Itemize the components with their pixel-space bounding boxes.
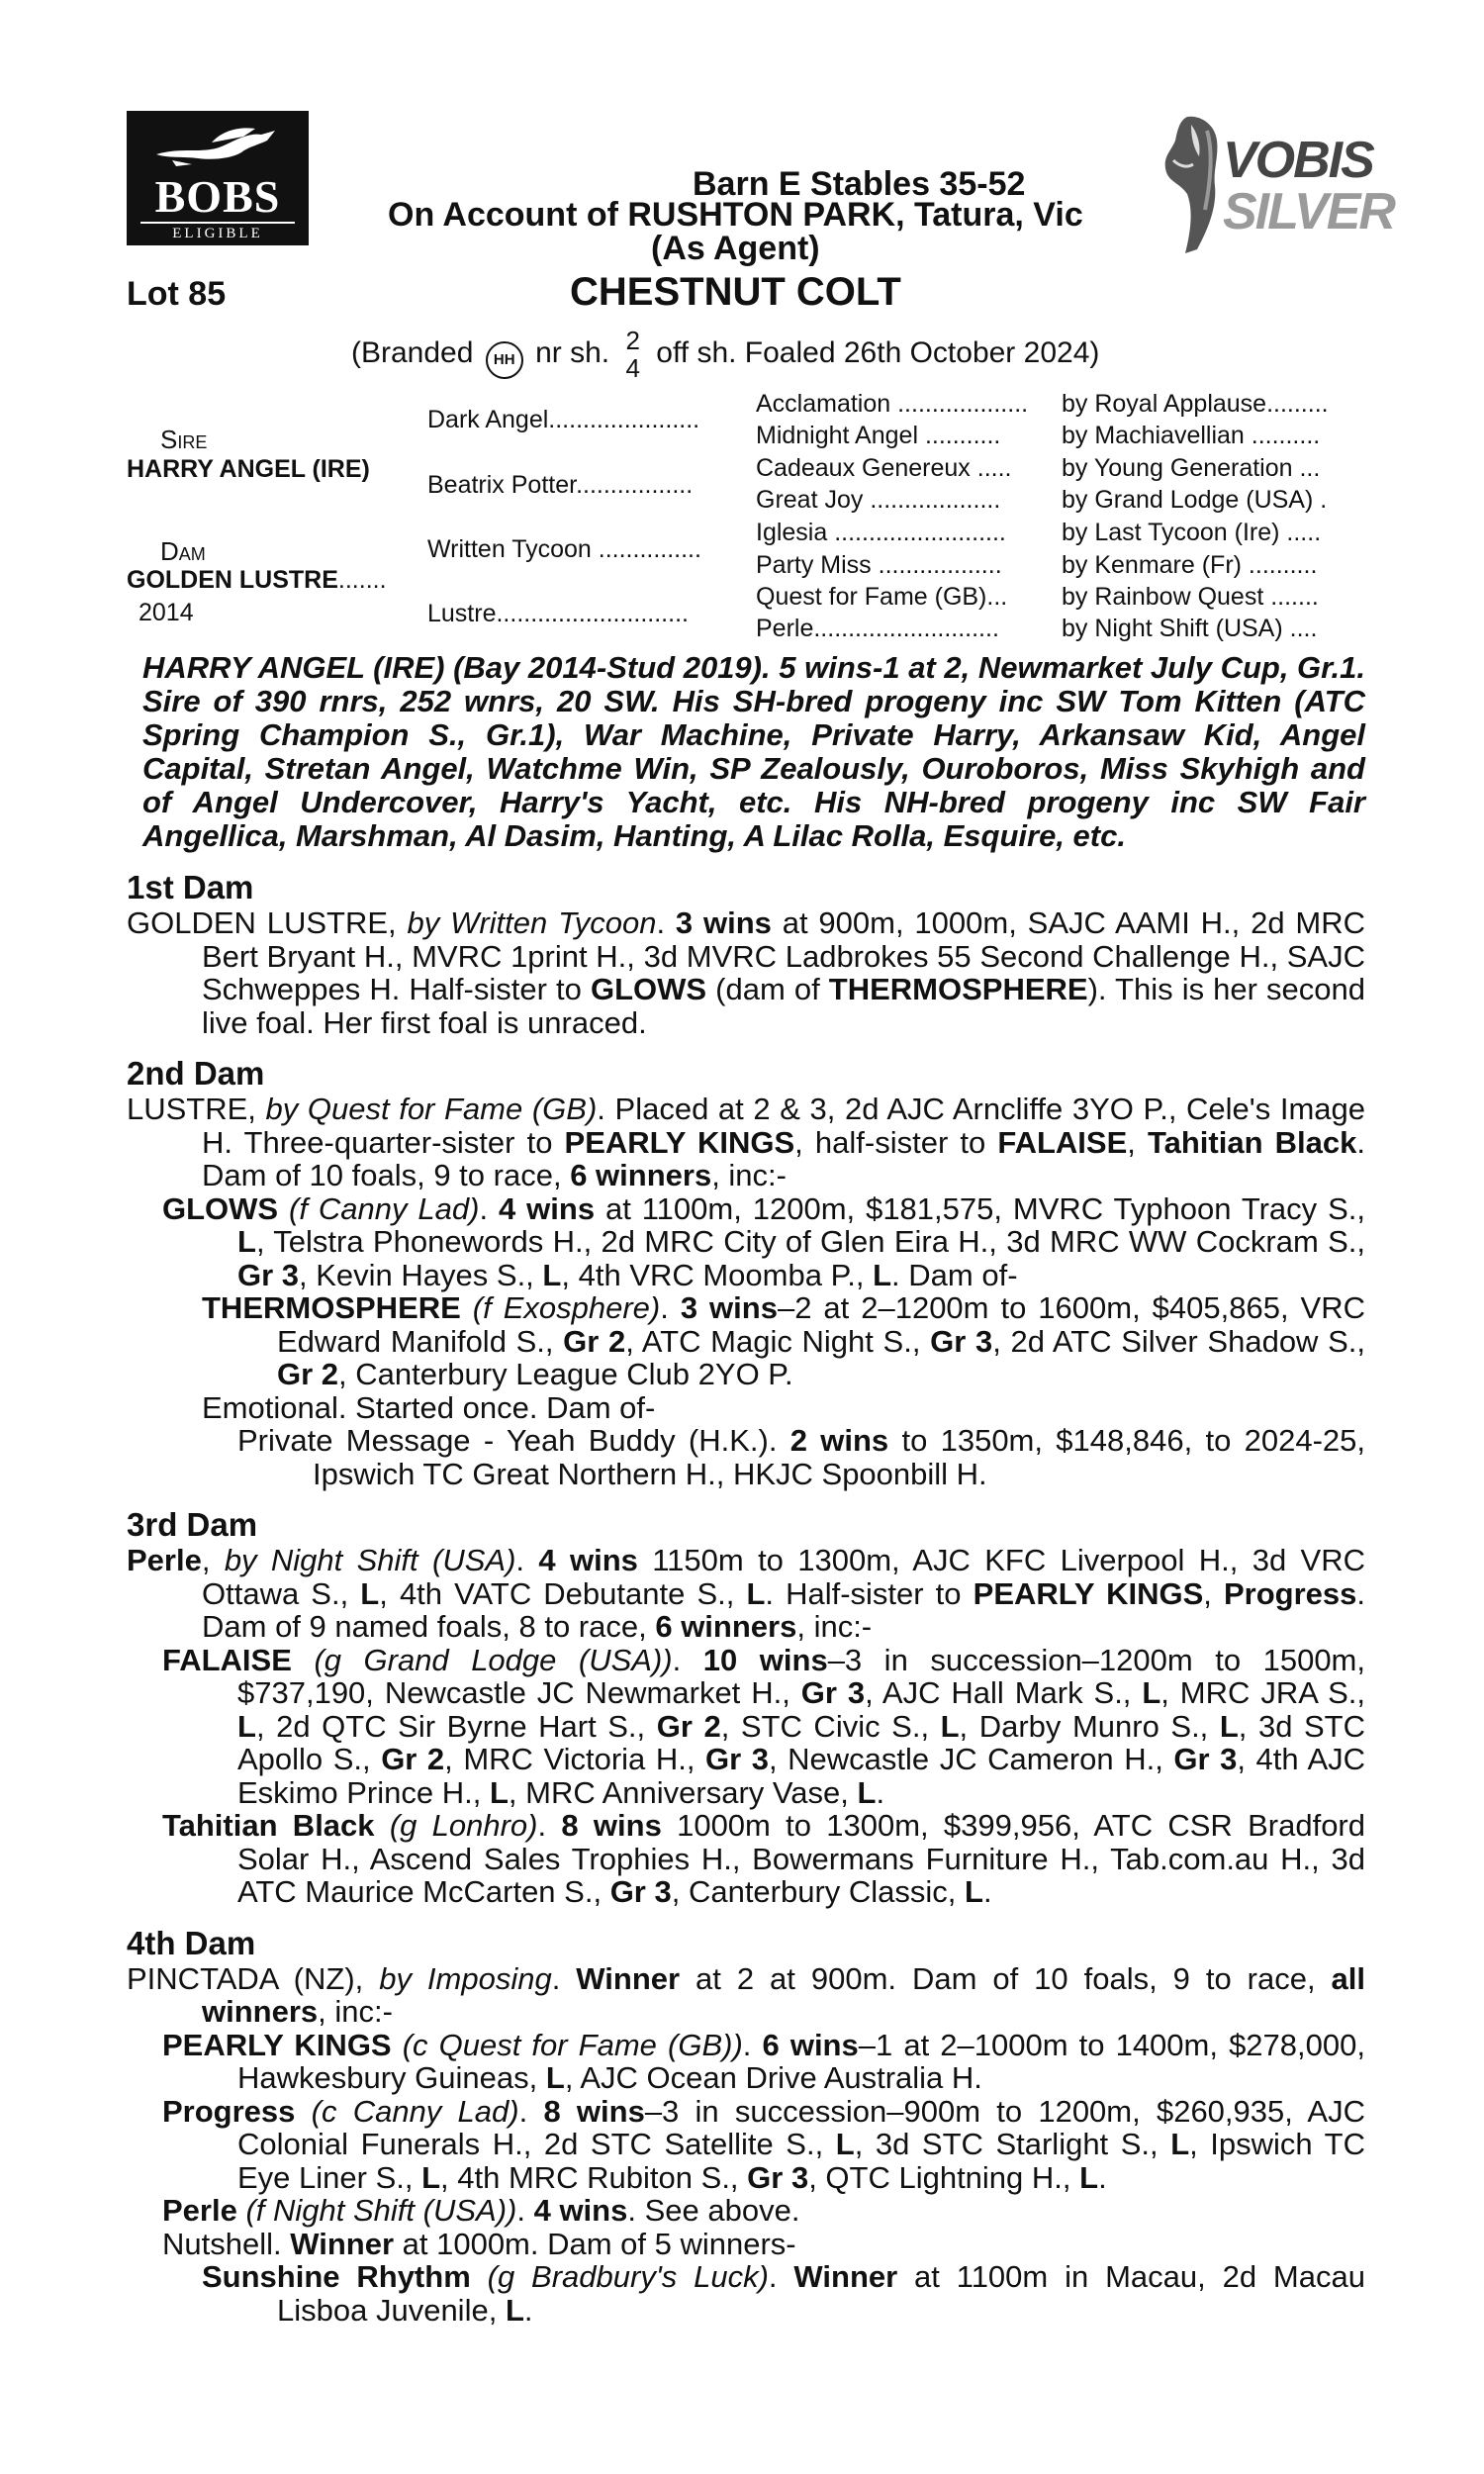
bird-icon xyxy=(152,125,283,168)
text-run: , 2d ATC Silver Shadow S., xyxy=(992,1323,1366,1359)
bold-text: Winner xyxy=(793,2259,898,2294)
pedigree-entry xyxy=(127,1962,1365,2029)
ancestor-name: Cadeaux Genereux ..... xyxy=(756,454,1012,482)
section-heading: 2nd Dam xyxy=(127,1055,265,1092)
text-run: , inc:- xyxy=(711,1158,787,1192)
text-run xyxy=(471,2259,488,2294)
italic-text: (f Night Shift (USA)) xyxy=(245,2193,517,2228)
brand-mark-icon: HH xyxy=(486,341,523,379)
bold-text: Gr 2 xyxy=(381,1742,445,1776)
pedigree-entry xyxy=(202,2260,1365,2327)
text-run: (dam of xyxy=(706,972,829,1006)
bold-text: PEARLY KINGS xyxy=(973,1575,1204,1611)
vobis-logo-line2: SILVER xyxy=(1223,183,1394,240)
text-run: , 4th AJC Eskimo Prince H., xyxy=(237,1742,1366,1810)
text-run: , Canterbury Classic, xyxy=(671,1874,966,1909)
bold-text: L xyxy=(237,1708,256,1744)
italic-text: (f Exosphere) xyxy=(472,1290,661,1325)
grandsire-maternal: Written Tycoon ............... xyxy=(427,535,701,563)
brand-line xyxy=(351,327,1099,382)
text-run: , half-sister to xyxy=(794,1124,998,1160)
italic-text: (g Bradbury's Luck) xyxy=(487,2259,769,2294)
bold-text: L xyxy=(746,1575,766,1611)
dam-section xyxy=(127,871,1365,1039)
bold-text: GLOWS xyxy=(162,1190,279,1226)
dam-line xyxy=(127,566,387,595)
text-run: . xyxy=(672,1642,703,1677)
text-run: . xyxy=(742,2027,763,2062)
text-run: –2 at 2–1200m to 1600m, $405,865, VRC Edward Manifold S., xyxy=(277,1290,1365,1359)
text-run: –1 at 2–1000m to 1400m, $278,000, Hawkesbury Guineas, xyxy=(237,2027,1365,2095)
bold-text: L xyxy=(873,1257,892,1292)
ancestor-name: Party Miss .................. xyxy=(756,551,1002,579)
barn-info: Barn E Stables 35-52 xyxy=(693,165,1026,203)
pedigree-entry xyxy=(127,1093,1365,1192)
text-run: . Dam of 9 named foals, 8 to race, xyxy=(202,1575,1365,1644)
text-run: ). This is her second live foal. Her first foal is unraced. xyxy=(202,972,1365,1040)
pedigree-entry xyxy=(162,2228,1365,2261)
dam-section xyxy=(127,1057,1365,1490)
text-run: , xyxy=(1127,1124,1148,1160)
bold-text: L xyxy=(505,2292,524,2328)
bold-text: 2 wins xyxy=(789,1423,889,1458)
text-run: . xyxy=(768,2259,794,2294)
bold-text: Gr 3 xyxy=(747,2159,809,2195)
italic-text: (f Canny Lad) xyxy=(289,1190,480,1226)
ancestor-sire: by Rainbow Quest ....... xyxy=(1062,583,1319,611)
bold-text: L xyxy=(489,1774,509,1810)
bold-text: Sunshine Rhythm xyxy=(202,2259,471,2294)
text-run: at 1100m in Macau, 2d Macau Lisboa Juvenile, xyxy=(277,2259,1365,2328)
bold-text: Gr 2 xyxy=(563,1323,626,1359)
bold-text: 3 wins xyxy=(675,905,772,940)
sire-name: HARRY ANGEL (IRE) xyxy=(127,455,370,483)
text-run: , Canterbury League Club 2YO P. xyxy=(338,1357,793,1391)
ancestor-name: Midnight Angel ........... xyxy=(756,422,1001,449)
dam-year: 2014 xyxy=(139,599,194,626)
text-run: . xyxy=(656,905,676,940)
section-heading: 1st Dam xyxy=(127,869,254,905)
bold-text: Perle xyxy=(162,2193,237,2228)
text-run: Private Message - Yeah Buddy (H.K.). xyxy=(237,1423,790,1458)
vendor-account: On Account of RUSHTON PARK, Tatura, Vic xyxy=(388,196,1083,234)
text-run: 1000m to 1300m, $399,956, ATC CSR Bradford Solar H., Ascend Sales Trophies H., Bowermans Furniture H., Tab.com.au H., 3d ATC Maurice McCarten S., xyxy=(237,1808,1365,1909)
text-run: , QTC Lightning H., xyxy=(808,2159,1080,2195)
text-run: 1150m to 1300m, AJC KFC Liverpool H., 3d VRC Ottawa S., xyxy=(202,1543,1365,1611)
ancestor-sire: by Kenmare (Fr) .......... xyxy=(1062,551,1318,579)
pedigree-entry xyxy=(127,1544,1365,1644)
bold-text: 4 wins xyxy=(533,2193,628,2228)
brand-prefix: (Branded xyxy=(351,335,474,369)
vobis-silver-logo xyxy=(1158,111,1394,259)
text-run: , Kevin Hayes S., xyxy=(299,1257,543,1292)
bold-text: 6 winners xyxy=(655,1609,797,1644)
text-run: at 2 at 900m. Dam of 10 foals, 9 to race, xyxy=(680,1960,1332,1996)
text-run xyxy=(392,2028,403,2062)
brand-number-bottom: 4 xyxy=(625,353,640,383)
text-run: , xyxy=(1203,1575,1224,1611)
bobs-eligible-logo xyxy=(127,111,309,245)
bold-text: L xyxy=(421,2159,441,2195)
bold-text: Gr 2 xyxy=(277,1357,339,1391)
text-run: . See above. xyxy=(627,2193,800,2228)
text-run: . xyxy=(551,1960,577,1996)
text-run: , Newcastle JC Cameron H., xyxy=(769,1742,1174,1776)
lot-title: CHESTNUT COLT xyxy=(570,270,901,314)
bold-text: FALAISE xyxy=(997,1124,1128,1160)
text-run: . xyxy=(479,1190,499,1226)
italic-text: (c Quest for Fame (GB)) xyxy=(402,2027,743,2062)
vobis-logo-line1: VOBIS xyxy=(1223,132,1373,189)
granddam-paternal: Beatrix Potter................. xyxy=(427,471,694,499)
text-run: to 1350m, $148,846, to 2024-25, Ipswich TC Great Northern H., HKJC Spoonbill H. xyxy=(313,1423,1365,1491)
text-run: , MRC JRA S., xyxy=(1160,1675,1365,1710)
ancestor-name: Great Joy ................... xyxy=(756,486,1001,514)
bobs-logo-name: BOBS xyxy=(154,171,281,222)
text-run: , 3d STC Apollo S., xyxy=(237,1708,1366,1776)
text-run: . Dam of- xyxy=(891,1257,1018,1292)
pedigree-entry xyxy=(162,1192,1365,1292)
granddam-maternal: Lustre............................ xyxy=(427,600,689,627)
text-run: , AJC Ocean Drive Australia H. xyxy=(564,2060,982,2095)
bold-text: L xyxy=(940,1708,960,1744)
pedigree-entry xyxy=(127,906,1365,1039)
bold-text: Tahitian Black xyxy=(162,1808,375,1843)
text-run: , 4th VATC Debutante S., xyxy=(379,1575,747,1611)
bold-text: Gr 3 xyxy=(237,1257,300,1292)
bold-text: GLOWS xyxy=(590,972,707,1006)
text-run: , 4th MRC Rubiton S., xyxy=(440,2159,748,2195)
bold-text: L xyxy=(1170,2127,1190,2161)
dam-section xyxy=(127,1508,1365,1909)
text-run: GOLDEN LUSTRE, xyxy=(127,905,408,940)
bold-text: L xyxy=(542,1257,562,1292)
pedigree-entry xyxy=(162,2194,1365,2228)
bold-text: Tahitian Black xyxy=(1148,1124,1357,1160)
bold-text: L xyxy=(965,1874,983,1909)
bold-text: all winners xyxy=(202,1960,1365,2029)
text-run: , Ipswich TC Eye Liner S., xyxy=(237,2127,1365,2195)
italic-text: by Night Shift (USA) xyxy=(224,1543,516,1577)
bold-text: Winner xyxy=(576,1960,681,1996)
text-run: Emotional. Started once. Dam of- xyxy=(202,1389,656,1425)
text-run: . xyxy=(518,2093,544,2129)
bold-text: Progress xyxy=(1223,1575,1357,1611)
text-run: –3 in succession–1200m to 1500m, $737,190, Newcastle JC Newmarket H., xyxy=(237,1642,1365,1710)
ancestor-name: Perle........................... xyxy=(756,615,999,642)
ancestor-name: Acclamation ................... xyxy=(756,390,1029,418)
text-run: , 3d STC Starlight S., xyxy=(854,2127,1171,2161)
text-run: . xyxy=(876,1774,885,1810)
pedigree-entry xyxy=(202,1391,1365,1425)
section-heading: 4th Dam xyxy=(127,1924,256,1961)
bold-text: L xyxy=(835,2127,855,2161)
bold-text: FALAISE xyxy=(162,1642,292,1677)
text-run xyxy=(292,1643,315,1677)
bold-text: PEARLY KINGS xyxy=(162,2027,392,2062)
text-run: LUSTRE, xyxy=(127,1092,266,1126)
pedigree-entry xyxy=(237,1424,1365,1490)
text-run: . xyxy=(523,2292,533,2328)
text-run: . xyxy=(982,1874,992,1909)
grandsire-paternal: Dark Angel...................... xyxy=(427,406,700,433)
text-run: . xyxy=(1098,2159,1107,2195)
text-run: PINCTADA (NZ), xyxy=(127,1960,380,1996)
ancestor-sire: by Grand Lodge (USA) . xyxy=(1062,486,1328,514)
bold-text: 4 wins xyxy=(499,1190,596,1226)
bold-text: 8 wins xyxy=(543,2093,645,2129)
catalogue-body xyxy=(127,651,1365,2327)
bold-text: L xyxy=(360,1575,380,1611)
text-run xyxy=(278,1191,289,1226)
text-run: Nutshell. xyxy=(162,2226,291,2261)
text-run: , Telstra Phonewords H., 2d MRC City of Glen Eira H., 3d MRC WW Cockram S., xyxy=(255,1224,1365,1259)
text-run: . Placed at 2 & 3, 2d AJC Arncliffe 3YO P., Cele's Image H. Three-quarter-sister to xyxy=(202,1092,1365,1160)
bold-text: THERMOSPHERE xyxy=(202,1290,461,1325)
text-run: , inc:- xyxy=(318,1994,393,2029)
ancestor-sire: by Machiavellian .......... xyxy=(1062,422,1321,449)
bold-text: 4 wins xyxy=(538,1543,638,1577)
text-run xyxy=(461,1290,473,1325)
bold-text: 3 wins xyxy=(680,1290,778,1325)
text-run: , Darby Munro S., xyxy=(959,1708,1220,1744)
ancestor-sire: by Last Tycoon (Ire) ..... xyxy=(1062,519,1322,546)
pedigree-entry xyxy=(162,1809,1365,1909)
bold-text: L xyxy=(857,1774,877,1810)
bold-text: Gr 3 xyxy=(930,1323,993,1359)
italic-text: by Quest for Fame (GB) xyxy=(265,1092,598,1126)
horse-head-icon xyxy=(1158,111,1227,259)
text-run: , ATC Magic Night S., xyxy=(625,1323,931,1359)
bold-text: Gr 3 xyxy=(609,1874,672,1909)
dam-sections xyxy=(127,871,1365,2327)
bold-text: 6 winners xyxy=(570,1158,712,1192)
text-run: . Half-sister to xyxy=(765,1575,974,1611)
text-run: at 900m, 1000m, SAJC AAMI H., 2d MRC Bert Bryant H., MVRC 1print H., 3d MVRC Ladbrokes 55 Second Challenge H., SAJC Schweppes H. Half-sister to xyxy=(202,905,1365,1006)
bold-text: L xyxy=(1142,1675,1161,1710)
dam-section xyxy=(127,1924,1365,2328)
pedigree-entry xyxy=(162,2029,1365,2095)
bold-text: Gr 2 xyxy=(656,1708,721,1744)
bold-text: Gr 3 xyxy=(1173,1742,1238,1776)
dam-label: Dam xyxy=(160,536,206,566)
text-run: . xyxy=(515,1543,539,1577)
ancestor-sire: by Night Shift (USA) .... xyxy=(1062,615,1318,642)
bobs-logo-subtitle: ELIGIBLE xyxy=(140,222,295,242)
section-heading: 3rd Dam xyxy=(127,1506,258,1543)
bold-text: 10 wins xyxy=(702,1642,828,1677)
text-run: . xyxy=(660,1290,681,1325)
sire-label: Sire xyxy=(160,425,208,454)
bold-text: 8 wins xyxy=(561,1808,662,1843)
text-run: , MRC Anniversary Vase, xyxy=(508,1774,858,1810)
bold-text: L xyxy=(1079,2159,1099,2195)
bold-text: PEARLY KINGS xyxy=(564,1124,795,1160)
pedigree-entry xyxy=(162,1644,1365,1810)
italic-text: (c Canny Lad) xyxy=(311,2093,519,2129)
text-run: . xyxy=(516,2193,534,2228)
bold-text: L xyxy=(237,1224,256,1259)
text-run: , xyxy=(201,1543,225,1577)
text-run: , STC Civic S., xyxy=(720,1708,941,1744)
text-run xyxy=(375,1808,390,1843)
dam-dots: ....... xyxy=(337,566,387,594)
bold-text: L xyxy=(1219,1708,1239,1744)
bold-text: Gr 3 xyxy=(705,1742,769,1776)
pedigree-entry xyxy=(202,1291,1365,1391)
text-run: at 1000m. Dam of 5 winners- xyxy=(394,2226,796,2261)
brand-near-shoulder: nr sh. xyxy=(535,335,610,369)
bold-text: Gr 3 xyxy=(800,1675,866,1710)
italic-text: (g Lonhro) xyxy=(389,1808,538,1843)
bold-text: Progress xyxy=(162,2093,296,2129)
text-run xyxy=(295,2094,311,2129)
lot-number: Lot 85 xyxy=(127,275,227,313)
sire-summary: HARRY ANGEL (IRE) (Bay 2014-Stud 2019). 5 wins-1 at 2, Newmarket July Cup, Gr.1. Sire of 390 rnrs, 252 wnrs, 20 SW. His SH-bred progeny inc SW Tom Kitten (ATC Spring Champion S., Gr.1), War Machine, Private Harry, Arkansaw Kid, Angel Capital, Stretan Angel, Watchme Win, SP Zealously, Ouroboros, Miss Skyhigh and of Angel Undercover, Harry's Yacht, etc. His NH-bred progeny inc SW Fair Angellica, Marshman, Al Dasim, Hanting, A Lilac Rolla, Esquire, etc. xyxy=(142,650,1365,853)
bold-text: L xyxy=(545,2060,565,2095)
italic-text: by Written Tycoon xyxy=(407,905,657,940)
bold-text: 6 wins xyxy=(762,2027,859,2062)
text-run: , MRC Victoria H., xyxy=(444,1742,706,1776)
pedigree-entry xyxy=(162,2095,1365,2195)
text-run: . Dam of 10 foals, 9 to race, xyxy=(202,1124,1365,1192)
text-run: , 2d QTC Sir Byrne Hart S., xyxy=(255,1708,657,1744)
brand-number xyxy=(625,327,639,382)
text-run: , AJC Hall Mark S., xyxy=(865,1675,1143,1710)
bold-text: THERMOSPHERE xyxy=(828,972,1088,1006)
bold-text: Winner xyxy=(290,2226,395,2261)
dam-name: GOLDEN LUSTRE xyxy=(127,566,338,594)
text-run: , inc:- xyxy=(796,1609,873,1644)
italic-text: (g Grand Lodge (USA)) xyxy=(314,1642,673,1677)
text-run: , 4th VRC Moomba P., xyxy=(561,1257,874,1292)
bold-text: Perle xyxy=(127,1543,202,1577)
ancestor-sire: by Young Generation ... xyxy=(1062,454,1321,482)
text-run: –3 in succession–900m to 1200m, $260,935, AJC Colonial Funerals H., 2d STC Satellite S., xyxy=(237,2093,1365,2161)
brand-number-top: 2 xyxy=(625,326,640,355)
brand-suffix: off sh. Foaled 26th October 2024) xyxy=(656,335,1100,369)
ancestor-name: Iglesia ......................... xyxy=(756,519,1006,546)
ancestor-sire: by Royal Applause......... xyxy=(1062,390,1329,418)
agent-note: (As Agent) xyxy=(651,230,820,267)
text-run: . xyxy=(537,1808,562,1843)
ancestor-name: Quest for Fame (GB)... xyxy=(756,583,1008,611)
text-run: at 1100m, 1200m, $181,575, MVRC Typhoon Tracy S., xyxy=(595,1190,1365,1226)
italic-text: by Imposing xyxy=(379,1960,552,1996)
